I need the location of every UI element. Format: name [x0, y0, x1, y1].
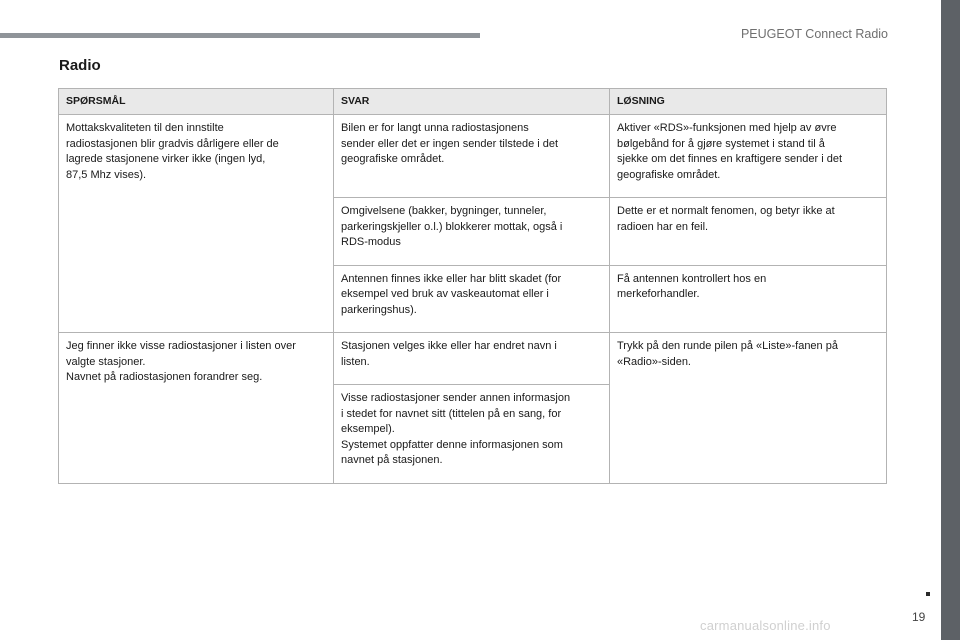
watermark: carmanualsonline.info: [700, 618, 831, 633]
answer-cell: Visse radiostasjoner sender annen informasjon i stedet for navnet sitt (tittelen på en sang, for eksempel). Systemet oppfatter denne informasjonen som navnet på stasjonen.: [334, 385, 610, 484]
page-number: 19: [912, 610, 926, 624]
solution-cell: Få antennen kontrollert hos en merkeforhandler.: [610, 265, 887, 333]
solution-cell: Aktiver «RDS»-funksjonen med hjelp av øvre bølgebånd for å gjøre systemet i stand til å sjekke om det finnes en kraftigere sender i det geografiske området.: [610, 115, 887, 198]
column-header-question: SPØRSMÅL: [59, 89, 334, 115]
answer-cell: Omgivelsene (bakker, bygninger, tunneler, parkeringskjeller o.l.) blokkerer mottak, også i RDS-modus: [334, 198, 610, 266]
page-marker: [926, 592, 930, 596]
table-row: [59, 115, 887, 198]
page-side-bar: [941, 0, 960, 640]
section-title: Radio: [59, 57, 101, 74]
column-header-answer: SVAR: [334, 89, 610, 115]
faq-table: [58, 88, 887, 484]
column-header-solution: LØSNING: [610, 89, 887, 115]
table-row: [59, 333, 887, 385]
question-cell: Mottakskvaliteten til den innstilte radiostasjonen blir gradvis dårligere eller de lagrede stasjonene virker ikke (ingen lyd, 87,5 Mhz vises).: [59, 115, 334, 333]
answer-cell: Antennen finnes ikke eller har blitt skadet (for eksempel ved bruk av vaskeautomat eller i parkeringshus).: [334, 265, 610, 333]
solution-cell: Dette er et normalt fenomen, og betyr ikke at radioen har en feil.: [610, 198, 887, 266]
header-title: PEUGEOT Connect Radio: [740, 27, 888, 41]
header-rule: [0, 33, 480, 38]
table-header-row: [59, 89, 887, 115]
question-cell: Jeg finner ikke visse radiostasjoner i listen over valgte stasjoner. Navnet på radiostasjonen forandrer seg.: [59, 333, 334, 484]
solution-cell: Trykk på den runde pilen på «Liste»-fanen på «Radio»-siden.: [610, 333, 887, 484]
answer-cell: Bilen er for langt unna radiostasjonens sender eller det er ingen sender tilstede i det geografiske området.: [334, 115, 610, 198]
answer-cell: Stasjonen velges ikke eller har endret navn i listen.: [334, 333, 610, 385]
